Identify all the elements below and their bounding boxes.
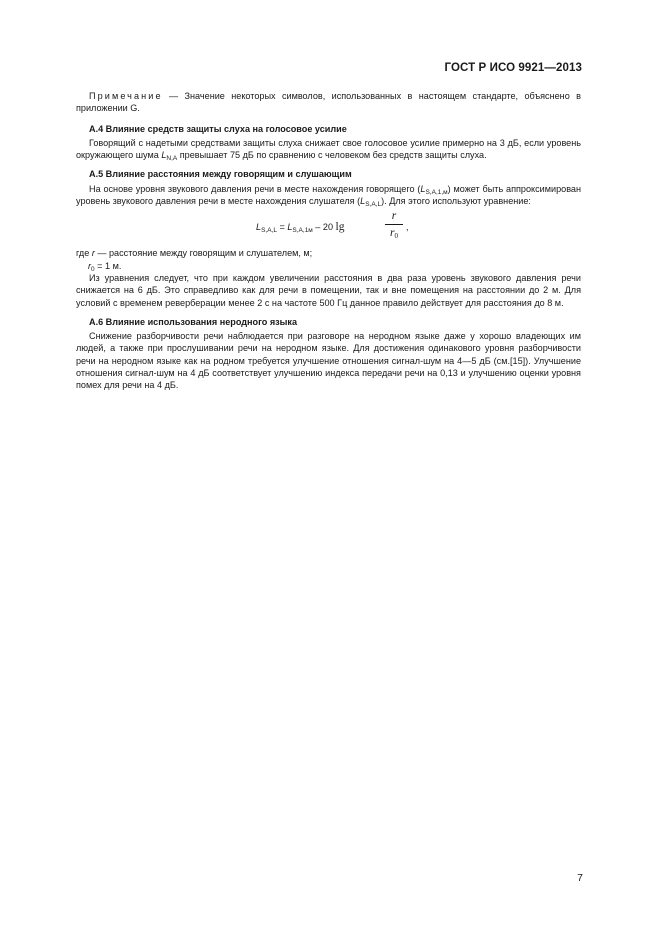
note-text: — Значение некоторых символов, использованных в настоящем стандарте, объяснено в приложении G.: [76, 91, 581, 114]
denominator-subscript: 0: [394, 232, 398, 241]
section-a4-heading: А.4 Влияние средств защиты слуха на голосовое усилие: [89, 123, 347, 134]
note-lead: Примечание: [89, 91, 163, 101]
section-a5-paragraph-1: [76, 183, 581, 208]
r0-subscript: 0: [91, 265, 95, 273]
listener-level-subscript: S,A,L: [365, 201, 382, 209]
equation-log: lg: [335, 221, 345, 234]
where-label: где: [76, 248, 92, 259]
section-a4-paragraph: [76, 137, 581, 162]
equation-rhs-symbol: L: [287, 222, 293, 233]
listener-level-symbol: L: [360, 196, 366, 207]
section-a6-heading: А.6 Влияние использования неродного языка: [89, 316, 298, 327]
section-a5-heading: А.5 Влияние расстояния между говорящим и слушающим: [89, 169, 352, 180]
speaker-level-subscript: S,A,1,м: [425, 188, 448, 196]
r0-symbol: r: [88, 260, 92, 271]
where-r-symbol: r: [91, 248, 95, 259]
equation-where-line: [76, 247, 581, 259]
equation-comma: ,: [406, 222, 409, 233]
fraction-bar: [385, 224, 403, 225]
where-r-definition: — расстояние между говорящим и слушателем, м;: [94, 248, 313, 259]
note-paragraph: [76, 90, 581, 115]
equation-r0-line: [76, 260, 581, 272]
page-content: [76, 90, 581, 392]
equation-minus-term: – 20: [312, 222, 336, 233]
page-number: 7: [577, 872, 583, 884]
equation-rhs-subscript: S,A,1м: [292, 227, 313, 235]
equation-fraction: [385, 209, 403, 240]
equation-left-part: [256, 221, 345, 233]
a5-text-end: ). Для этого используют уравнение:: [381, 196, 531, 207]
document-id: ГОСТ Р ИСО 9921—2013: [444, 62, 582, 74]
speaker-level-symbol: L: [420, 183, 426, 194]
denominator-symbol: r: [390, 227, 395, 240]
fraction-denominator: [385, 226, 403, 240]
a5-text-start: На основе уровня звукового давления речи в месте нахождения говорящего (: [89, 183, 421, 194]
a4-text-end: превышает 75 дБ по сравнению с человеком без средств защиты слуха.: [177, 150, 487, 161]
fraction-numerator: r: [391, 210, 397, 223]
section-a5-paragraph-2: Из уравнения следует, что при каждом увеличении расстояния в два раза уровень звукового давления речи снижается на 6 дБ. Это справедливо как для речи в помещении, так и вне помещения на расстоянии до 2 м. Для условий с временем реверберации менее 2 с на частоте 500 Гц данное правило действует для расстояния до 8 м.: [76, 272, 581, 308]
noise-level-symbol: L: [161, 150, 167, 161]
distance-equation: [76, 209, 581, 247]
equation-lhs-subscript: S,A,L: [261, 227, 277, 235]
equation-equals: =: [276, 222, 288, 233]
equation-lhs-symbol: L: [256, 222, 262, 233]
section-a6-paragraph: Снижение разборчивости речи наблюдается при разговоре на неродном языке даже у хорошо владеющих им людей, а также при прослушивании речи на неродном языке. Для достижения одинакового уровня разборчивости речи на неродном языке как на родном требуется улучшение отношения сигнал-шум на 4—5 дБ (см.[15]). Улучшение отношения сигнал-шум на 4 дБ соответствует улучшению индекса передачи речи на 0,13 и улучшению оценки уровня помех для речи на 4 дБ.: [76, 331, 581, 391]
r0-value: = 1 м.: [94, 260, 122, 271]
a5-text-middle: ) может быть аппроксимирован уровень звукового давления речи в месте нахождения слушателя (: [76, 183, 582, 207]
a4-text-start: Говорящий с надетыми средствами защиты слуха снижает свое голосовое усилие примерно на 3 дБ, если уровень окружающего шума: [76, 137, 581, 161]
noise-level-subscript: N,A: [166, 155, 178, 163]
